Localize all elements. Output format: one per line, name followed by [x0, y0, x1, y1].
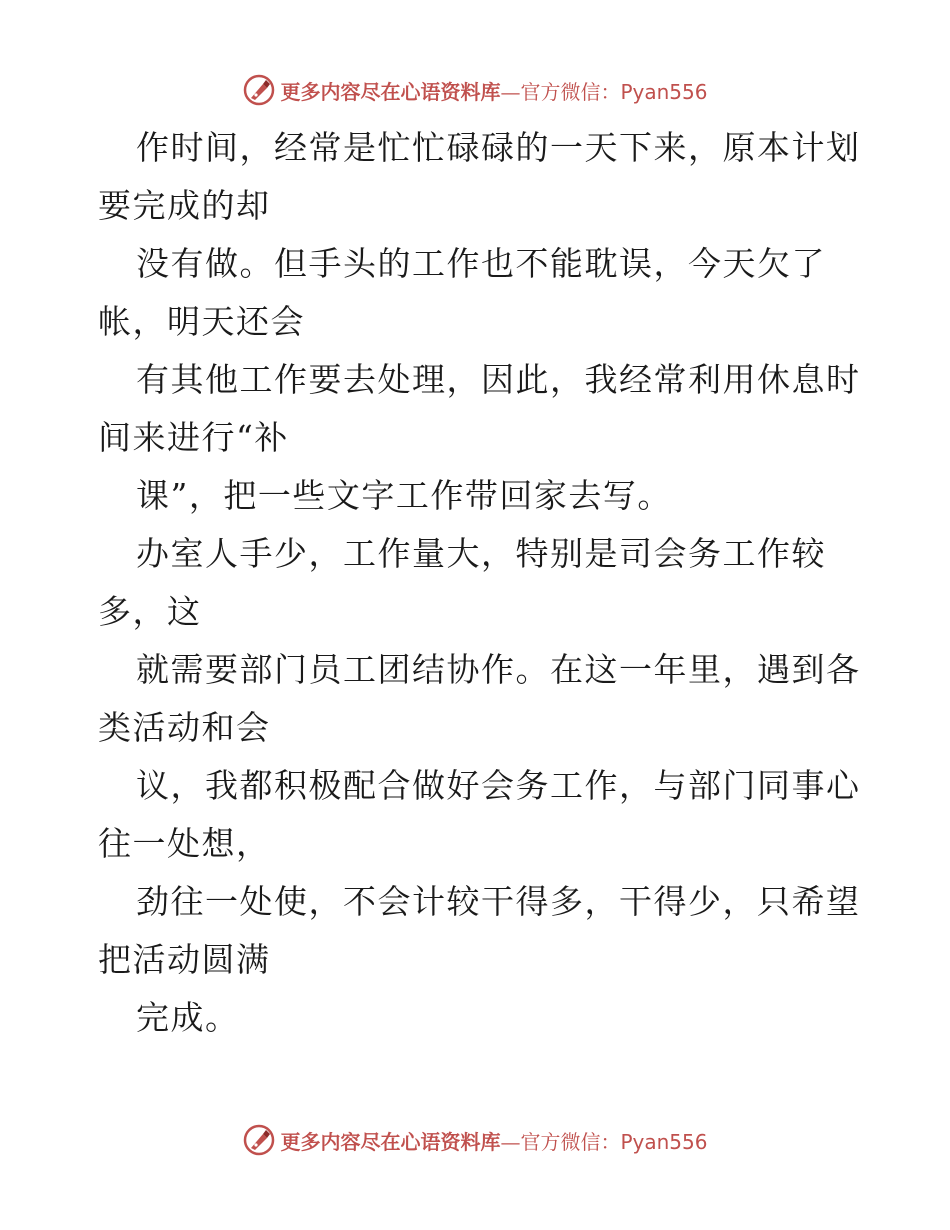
paragraph-line: 没有做。但手头的工作也不能耽误，今天欠了 — [136, 244, 826, 283]
header-banner-sub: 官方微信：Pyan556 — [520, 79, 708, 104]
paragraph-9 — [98, 989, 858, 1047]
header-banner — [0, 70, 950, 110]
paragraph-line: 间来进行“补 — [98, 418, 289, 457]
paragraph-6 — [98, 641, 861, 757]
paragraph-line: 多，这 — [98, 592, 202, 631]
pen-nib-logo-icon — [242, 1123, 276, 1157]
paragraph-line: 就需要部门员工团结协作。在这一年里，遇到各 — [136, 650, 861, 689]
paragraph-8 — [98, 873, 861, 989]
paragraph-line: 把活动圆满 — [98, 940, 271, 979]
pen-nib-logo-icon — [242, 73, 276, 107]
paragraph-5 — [98, 525, 858, 641]
paragraph-line: 课”，把一些文字工作带回家去写。 — [136, 476, 672, 515]
paragraph-line: 往一处想， — [98, 824, 271, 863]
paragraph-2 — [98, 235, 858, 351]
paragraph-line: 办室人手少，工作量大，特别是司会务工作较 — [136, 534, 826, 573]
document-body — [98, 119, 861, 1047]
footer-banner-text — [280, 1126, 707, 1155]
paragraph-line: 有其他工作要去处理，因此，我经常利用休息时 — [136, 360, 861, 399]
paragraph-line: 议，我都积极配合做好会务工作，与部门同事心 — [136, 766, 861, 805]
header-banner-dash: — — [500, 79, 521, 104]
paragraph-line: 完成。 — [136, 998, 240, 1037]
footer-banner-dash: — — [500, 1129, 521, 1154]
header-banner-main: 更多内容尽在心语资料库 — [280, 79, 501, 104]
paragraph-3 — [98, 351, 861, 467]
footer-banner-main: 更多内容尽在心语资料库 — [280, 1129, 501, 1154]
paragraph-4 — [98, 467, 858, 525]
paragraph-7 — [98, 757, 861, 873]
paragraph-line: 类活动和会 — [98, 708, 271, 747]
paragraph-line: 帐，明天还会 — [98, 302, 305, 341]
paragraph-line: 要完成的却 — [98, 186, 271, 225]
footer-banner-sub: 官方微信：Pyan556 — [520, 1129, 708, 1154]
header-banner-text — [280, 76, 707, 105]
paragraph-1 — [98, 119, 861, 235]
footer-banner — [0, 1120, 950, 1160]
paragraph-line: 作时间，经常是忙忙碌碌的一天下来，原本计划 — [136, 128, 861, 167]
paragraph-line: 劲往一处使，不会计较干得多，干得少，只希望 — [136, 882, 861, 921]
